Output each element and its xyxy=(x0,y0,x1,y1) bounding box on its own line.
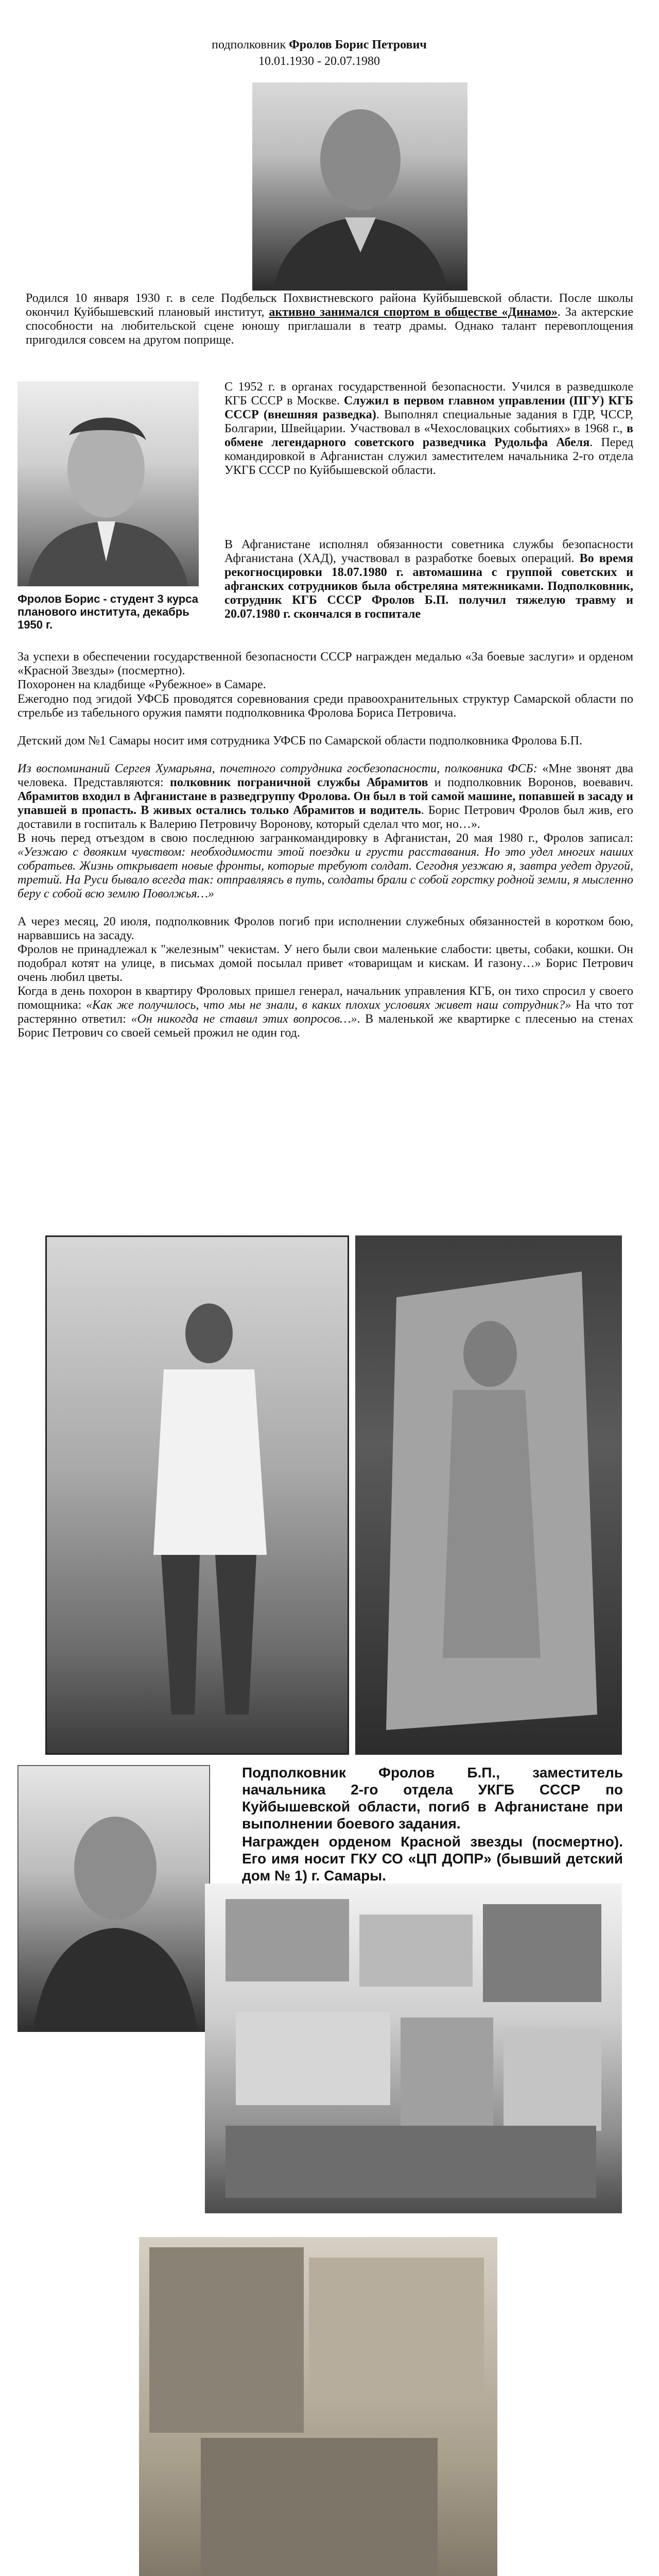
bio-paragraph-birth-text: Родился 10 января 1930 г. в селе Подбельск Похвистневского района Куйбышевской области. После школы окончил Куйбышевский плановый институт, xyxy=(26,292,633,319)
bio-paragraph-birth-text-end: . За актерские способности на любительской сцене юношу приглашали в театр драмы. Однако талант перевоплощения пригодился совсем на другом поприще. xyxy=(26,306,634,347)
funeral-text-a: Когда в день похорон в квартиру Фроловых пришел генерал, начальник управления КГБ, он тихо спросил у своего помощника: xyxy=(18,985,633,1012)
memoir-survivors-highlight: Абрамитов входил в Афганистане в разведгруппу Фролова. Он был в той самой машине, попавшей в засаду и упавшей в пропасть. В живых остались только Абрамитов и водитель xyxy=(18,790,633,817)
memorial-caption-award: Награжден орденом Красной звезды (посмертно). Его имя носит ГКУ СО «ЦП ДОПР» (бывший детский дом № 1) г. Самары. xyxy=(242,1834,623,1884)
header-title xyxy=(185,37,453,53)
painting-photo xyxy=(45,1235,349,1755)
kgb-service-text-e: . Перед командировкой в Афганистан служил заместителем начальника 2-го отдела УКГБ СССР по Куйбышевской области. xyxy=(224,436,634,477)
monument-photo xyxy=(355,1235,622,1755)
memorial-caption-service: Подполковник Фролов Б.П., заместитель начальника 2-го отдела УКГБ СССР по Куйбышевской области, погиб в Афганистане при выполнении боевого задания. xyxy=(242,1765,623,1832)
afghanistan-text: В Афганистане исполнял обязанности советника службы безопасности Афганистана (ХАД), участвовал в разработке боевых операций. xyxy=(224,538,633,565)
bio-paragraph-burial: Похоронен на кладбище «Рубежное» в Самаре. xyxy=(18,678,266,691)
kgb-service-text-c: . Выполнял специальные задания в ГДР, ЧССР, Болгарии, Швейцарии. Участвовал в «Чехословацких событиях» в 1968 г., xyxy=(224,408,633,435)
bio-paragraph-death-in-battle: А через месяц, 20 июля, подполковник Фролов погиб при исполнении служебных обязанностей в коротком бою, нарвавшись на засаду. xyxy=(18,915,633,942)
bio-paragraph-funeral xyxy=(18,985,633,1040)
student-portrait-photo xyxy=(18,381,199,586)
general-question: «Как же получилось, что мы не знали, в каких плохих условиях живет наш сотрудник?» xyxy=(86,998,571,1012)
header-name: Фролов Борис Петрович xyxy=(289,38,427,52)
memoir-text-c: и подполковник Воронов, воевавич. xyxy=(428,776,634,789)
afghanistan-death-highlight: Во время рекогносцировки 18.07.1980 г. автомашина с группой советских и афганских сотрудников была обстреляна мятежниками. Подполковник, сотрудник КГБ СССР Фролов Б.П. получил тяжелую травму и 20.07.1980 г. скончался в госпитале xyxy=(224,552,633,621)
abel-exchange-highlight: в обмене легендарного советского разведчика Рудольфа Абеля xyxy=(224,422,633,449)
memoir-block xyxy=(18,762,633,832)
memorial-caption xyxy=(242,1764,623,1884)
bio-paragraph-awards: За успехи в обеспечении государственной безопасности СССР награжден медалью «За боевые заслуги» и орденом «Красной Звезды» (посмертно). xyxy=(18,650,633,677)
memoir-intro: Из воспоминаний Сергея Хумарьяна, почетного сотрудника госбезопасности, полковника ФСБ: xyxy=(18,762,537,775)
memorial-portrait-photo xyxy=(18,1765,210,2032)
bio-paragraph-weaknesses: Фролов не принадлежал к "железным" чекистам. У него были свои маленькие слабости: цветы, собаки, кошки. Он подобрал котят на улице, в письмах домой посылал привет «товарищам и кискам. И газону…» Борис Петрович очень любил цветы. xyxy=(18,943,633,984)
header-rank: подполковник xyxy=(212,38,289,52)
diary-entry-paragraph xyxy=(18,832,633,901)
bio-paragraph-orphanage: Детский дом №1 Самары носит имя сотрудника УФСБ по Самарской области подполковника Фролова Б.П. xyxy=(18,734,583,748)
header-dates: 10.01.1930 - 20.07.1980 xyxy=(258,55,380,68)
memoir-text-e: . Борис Петрович Фролов был жив, его доставили в госпиталь к Валерию Петровичу Воронову, который сделал что мог, но…». xyxy=(18,804,633,831)
bio-paragraph-afghanistan xyxy=(224,538,633,621)
diary-quote: «Уезжаю с двояким чувством: необходимости этой поездки и грусти расставания. Но это удел многих наших собратьев. Жизнь открывает новые фронты, которые требуют солдат. Сегодня уезжаю я, завтра уедет другой, третий. На Руси бывало всегда так: отправляясь в путь, солдаты брали с собой горстку родной земли, я мысленно беру с собой всю землю Поволжья…» xyxy=(18,845,633,901)
officer-portrait-photo xyxy=(252,82,467,291)
diary-intro: В ночь перед отъездом в свою последнюю загранкомандировку в Афганистан, 20 мая 1980 г., Фролов записал: xyxy=(18,832,633,845)
dynamo-highlight: активно занимался спортом в обществе «Динамо» xyxy=(269,306,558,319)
kgb-service-text-a: С 1952 г. в органах государственной безопасности. Учился в разведшколе КГБ СССР в Москве. xyxy=(224,380,633,408)
bio-paragraph-birth xyxy=(26,292,633,347)
memoir-abramitov: полковник пограничной службы Абрамитов xyxy=(170,776,428,789)
memoir-text-a: «Мне звонят два человека. Представляются: xyxy=(18,762,634,789)
funeral-text-e: . В маленькой же квартирке с плесенью на стенах Борис Петрович со своей семьей прожил не один год. xyxy=(18,1012,634,1040)
funeral-text-c: На что тот растерянно ответил: xyxy=(18,998,634,1026)
assistant-answer: «Он никогда не ставил этих вопросов…» xyxy=(131,1012,357,1026)
bio-paragraph-shooting-competition: Ежегодно под эгидой УФСБ проводятся соревнования среди правоохранительных структур Самарской области по стрельбе из табельного оружия памяти подполковника Фролова Бориса Петровича. xyxy=(18,692,633,720)
bio-paragraph-kgb-service xyxy=(224,380,633,478)
kgb-service-highlight: Служил в первом главном управлении (ПГУ) КГБ СССР (внешняя разведка) xyxy=(224,394,633,421)
museum-showcase-photo xyxy=(205,1884,622,2213)
student-portrait-caption: Фролов Борис - студент 3 курса планового института, декабрь 1950 г. xyxy=(18,592,198,631)
family-photo-collage xyxy=(139,2237,497,2576)
